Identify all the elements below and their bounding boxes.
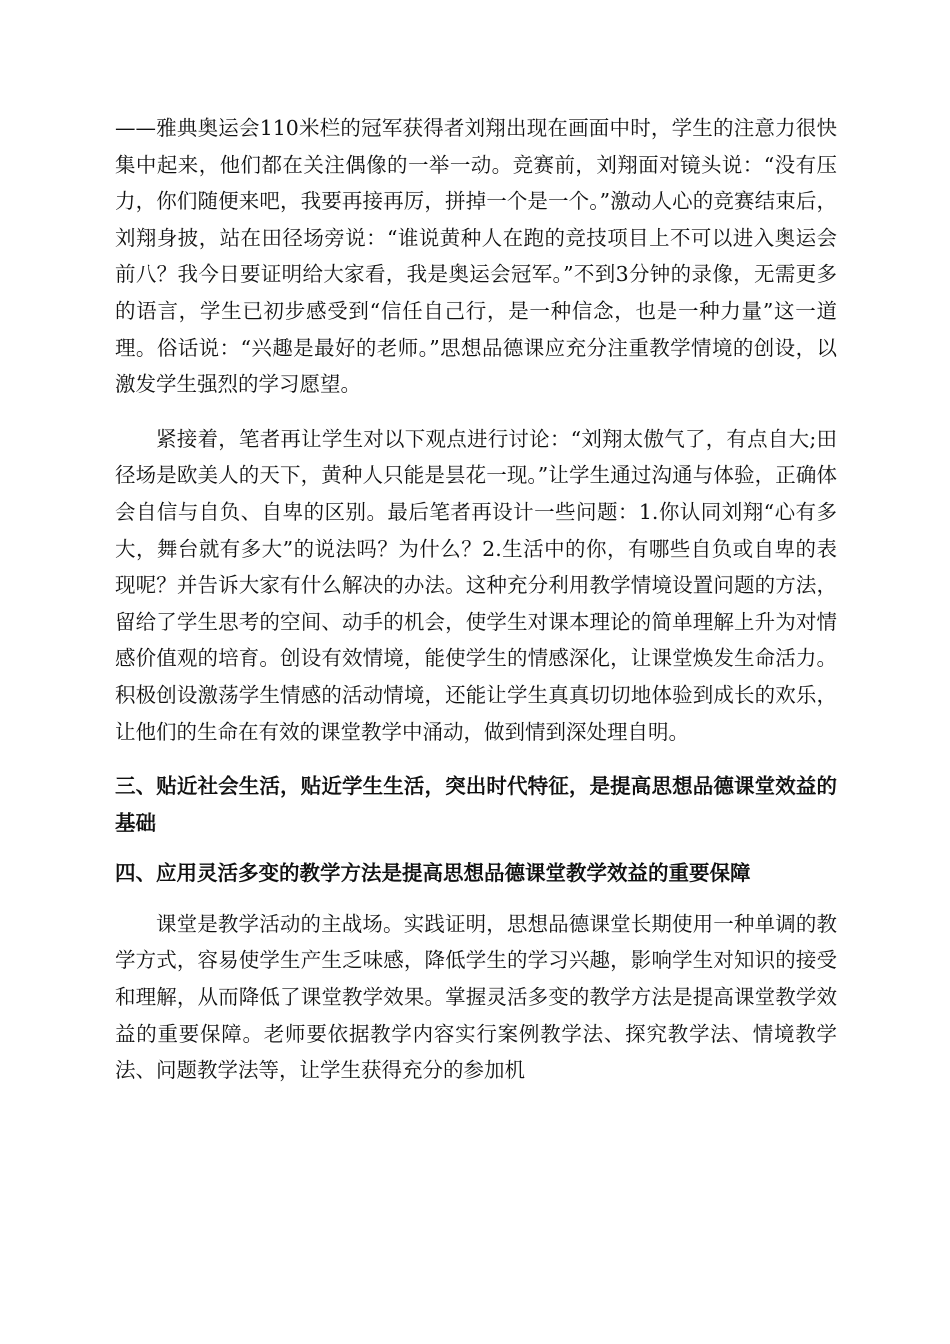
section-heading: 四、应用灵活多变的教学方法是提高思想品德课堂教学效益的重要保障 [115, 861, 751, 886]
paragraph-spacer [115, 892, 837, 906]
body-paragraph: ——雅典奥运会110米栏的冠军获得者刘翔出现在画面中时，学生的注意力很快集中起来，他们都在关注偶像的一举一动。竞赛前，刘翔面对镜头说：“没有压力，你们随便来吧，我要再接再厉，拼掉一个是一个。”激动人心的竞赛结束后，刘翔身披，站在田径场旁说：“谁说黄种人在跑的竞技项目上不可以进入奥运会前八？我今日要证明给大家看，我是奥运会冠军。”不到3分钟的录像，无需更多的语言，学生已初步感受到“信任自己行，是一种信念，也是一种力量”这一道理。俗话说：“兴趣是最好的老师。”思想品德课应充分注重教学情境的创设，以激发学生强烈的学习愿望。 [115, 116, 837, 397]
paragraph-spacer [115, 750, 837, 768]
body-paragraph: 课堂是教学活动的主战场。实践证明，思想品德课堂长期使用一种单调的教学方式，容易使学生产生乏味感，降低学生的学习兴趣，影响学生对知识的接受和理解，从而降低了课堂教学效果。掌握灵活多变的教学方法是提高课堂教学效益的重要保障。老师要依据教学内容实行案例教学法、探究教学法、情境教学法、问题教学法等，让学生获得充分的参加机 [115, 911, 837, 1083]
document-page [115, 110, 837, 1089]
section-heading: 三、贴近社会生活，贴近学生生活，突出时代特征，是提高思想品德课堂效益的基础 [115, 774, 837, 835]
paragraph-spacer [115, 841, 837, 855]
paragraph-spacer [115, 403, 837, 421]
body-paragraph: 紧接着，笔者再让学生对以下观点进行讨论：“刘翔太傲气了，有点自大;田径场是欧美人的天下，黄种人只能是昙花一现。”让学生通过沟通与体验，正确体会自信与自负、自卑的区别。最后笔者再设计一些问题：1.你认同刘翔“心有多大，舞台就有多大”的说法吗？为什么？2.生活中的你，有哪些自负或自卑的表现呢？并告诉大家有什么解决的办法。这种充分利用教学情境设置问题的方法，留给了学生思考的空间、动手的机会，使学生对课本理论的简单理解上升为对情感价值观的培育。创设有效情境，能使学生的情感深化，让课堂焕发生命活力。积极创设激荡学生情感的活动情境，还能让学生真真切切地体验到成长的欢乐，让他们的生命在有效的课堂教学中涌动，做到情到深处理自明。 [115, 426, 837, 744]
